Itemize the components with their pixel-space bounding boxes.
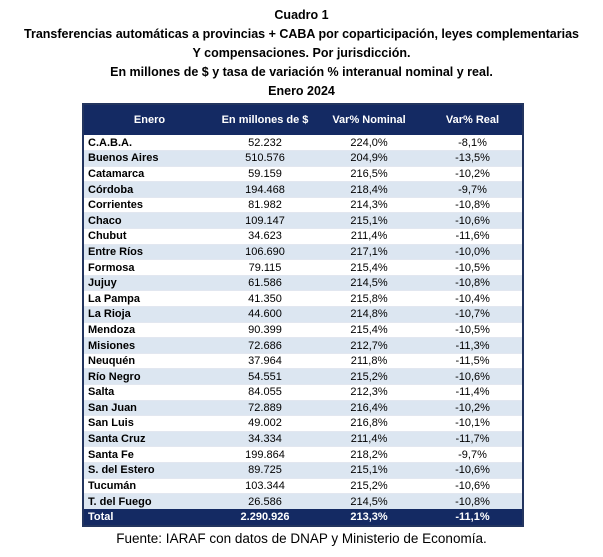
table-number-title: Cuadro 1 [274,8,329,22]
nominal-cell: 214,8% [315,307,423,323]
column-header-millones: En millones de $ [215,104,315,135]
table-row [83,416,523,432]
real-cell: -10,8% [423,494,523,510]
total-amount-cell: 2.290.926 [215,509,315,526]
jurisdiction-cell: Córdoba [83,182,215,198]
real-cell: -11,5% [423,353,523,369]
amount-cell: 26.586 [215,494,315,510]
amount-cell: 199.864 [215,447,315,463]
amount-cell: 89.725 [215,462,315,478]
amount-cell: 61.586 [215,275,315,291]
real-cell: -10,8% [423,275,523,291]
table-row [83,135,523,151]
table-row [83,385,523,401]
jurisdiction-cell: Tucumán [83,478,215,494]
real-cell: -10,6% [423,462,523,478]
table-row [83,369,523,385]
amount-cell: 103.344 [215,478,315,494]
total-real-cell: -11,1% [423,509,523,526]
jurisdiction-cell: Misiones [83,338,215,354]
jurisdiction-cell: T. del Fuego [83,494,215,510]
amount-cell: 44.600 [215,307,315,323]
nominal-cell: 216,5% [315,166,423,182]
nominal-cell: 215,4% [315,322,423,338]
nominal-cell: 212,7% [315,338,423,354]
real-cell: -10,7% [423,307,523,323]
nominal-cell: 215,8% [315,291,423,307]
total-row [83,509,523,526]
nominal-cell: 216,4% [315,400,423,416]
table-row [83,197,523,213]
amount-cell: 84.055 [215,385,315,401]
amount-cell: 72.686 [215,338,315,354]
real-cell: -11,4% [423,385,523,401]
jurisdiction-cell: Corrientes [83,197,215,213]
title-line-1: Transferencias automáticas a provincias + CABA por coparticipación, leyes complementarias [24,27,579,41]
nominal-cell: 211,4% [315,431,423,447]
jurisdiction-cell: C.A.B.A. [83,135,215,151]
jurisdiction-cell: Chaco [83,213,215,229]
jurisdiction-cell: Neuquén [83,353,215,369]
jurisdiction-cell: La Rioja [83,307,215,323]
real-cell: -10,4% [423,291,523,307]
jurisdiction-cell: Chubut [83,229,215,245]
amount-cell: 72.889 [215,400,315,416]
nominal-cell: 217,1% [315,244,423,260]
source-note: Fuente: IARAF con datos de DNAP y Ministerio de Economía. [116,531,487,546]
amount-cell: 54.551 [215,369,315,385]
amount-cell: 90.399 [215,322,315,338]
amount-cell: 106.690 [215,244,315,260]
amount-cell: 59.159 [215,166,315,182]
total-nominal-cell: 213,3% [315,509,423,526]
nominal-cell: 214,3% [315,197,423,213]
nominal-cell: 215,1% [315,213,423,229]
column-header-var-real: Var% Real [423,104,523,135]
jurisdiction-cell: La Pampa [83,291,215,307]
real-cell: -10,5% [423,322,523,338]
real-cell: -10,6% [423,369,523,385]
jurisdiction-cell: S. del Estero [83,462,215,478]
nominal-cell: 224,0% [315,135,423,151]
real-cell: -10,2% [423,400,523,416]
table-row [83,400,523,416]
table-footer [83,509,523,526]
real-cell: -10,5% [423,260,523,276]
jurisdiction-cell: Río Negro [83,369,215,385]
data-table-container [82,103,524,527]
nominal-cell: 218,2% [315,447,423,463]
table-row [83,431,523,447]
amount-cell: 34.334 [215,431,315,447]
table-row [83,275,523,291]
column-header-enero: Enero [83,104,215,135]
nominal-cell: 204,9% [315,151,423,167]
real-cell: -10,2% [423,166,523,182]
jurisdiction-cell: Entre Ríos [83,244,215,260]
table-row [83,182,523,198]
table-row [83,447,523,463]
table-row [83,291,523,307]
nominal-cell: 218,4% [315,182,423,198]
amount-cell: 109.147 [215,213,315,229]
jurisdiction-cell: San Luis [83,416,215,432]
jurisdiction-cell: San Juan [83,400,215,416]
nominal-cell: 215,2% [315,369,423,385]
header-row [83,104,523,135]
amount-cell: 81.982 [215,197,315,213]
table-header [83,104,523,135]
table-row [83,229,523,245]
transfers-table [82,103,524,527]
table-row [83,338,523,354]
jurisdiction-cell: Mendoza [83,322,215,338]
amount-cell: 37.964 [215,353,315,369]
table-row [83,260,523,276]
nominal-cell: 215,2% [315,478,423,494]
nominal-cell: 211,4% [315,229,423,245]
real-cell: -8,1% [423,135,523,151]
nominal-cell: 211,8% [315,353,423,369]
real-cell: -13,5% [423,151,523,167]
title-units-line: En millones de $ y tasa de variación % interanual nominal y real. [110,65,493,79]
jurisdiction-cell: Catamarca [83,166,215,182]
jurisdiction-cell: Salta [83,385,215,401]
table-row [83,307,523,323]
title-line-2: Y compensaciones. Por jurisdicción. [192,46,411,60]
real-cell: -10,6% [423,213,523,229]
jurisdiction-cell: Jujuy [83,275,215,291]
title-period: Enero 2024 [268,84,335,98]
real-cell: -11,7% [423,431,523,447]
amount-cell: 41.350 [215,291,315,307]
jurisdiction-cell: Buenos Aires [83,151,215,167]
real-cell: -10,8% [423,197,523,213]
amount-cell: 52.232 [215,135,315,151]
amount-cell: 34.623 [215,229,315,245]
table-body [83,135,523,509]
amount-cell: 49.002 [215,416,315,432]
jurisdiction-cell: Santa Cruz [83,431,215,447]
total-label: Total [83,509,215,526]
title-block [0,0,603,101]
real-cell: -11,3% [423,338,523,354]
real-cell: -9,7% [423,182,523,198]
amount-cell: 194.468 [215,182,315,198]
nominal-cell: 215,4% [315,260,423,276]
nominal-cell: 214,5% [315,494,423,510]
table-row [83,353,523,369]
table-row [83,494,523,510]
real-cell: -9,7% [423,447,523,463]
nominal-cell: 215,1% [315,462,423,478]
real-cell: -10,1% [423,416,523,432]
real-cell: -10,0% [423,244,523,260]
real-cell: -10,6% [423,478,523,494]
jurisdiction-cell: Santa Fe [83,447,215,463]
table-row [83,462,523,478]
real-cell: -11,6% [423,229,523,245]
nominal-cell: 216,8% [315,416,423,432]
nominal-cell: 214,5% [315,275,423,291]
table-row [83,244,523,260]
amount-cell: 510.576 [215,151,315,167]
table-row [83,322,523,338]
table-row [83,166,523,182]
table-row [83,213,523,229]
jurisdiction-cell: Formosa [83,260,215,276]
table-row [83,478,523,494]
column-header-var-nominal: Var% Nominal [315,104,423,135]
table-row [83,151,523,167]
nominal-cell: 212,3% [315,385,423,401]
amount-cell: 79.115 [215,260,315,276]
